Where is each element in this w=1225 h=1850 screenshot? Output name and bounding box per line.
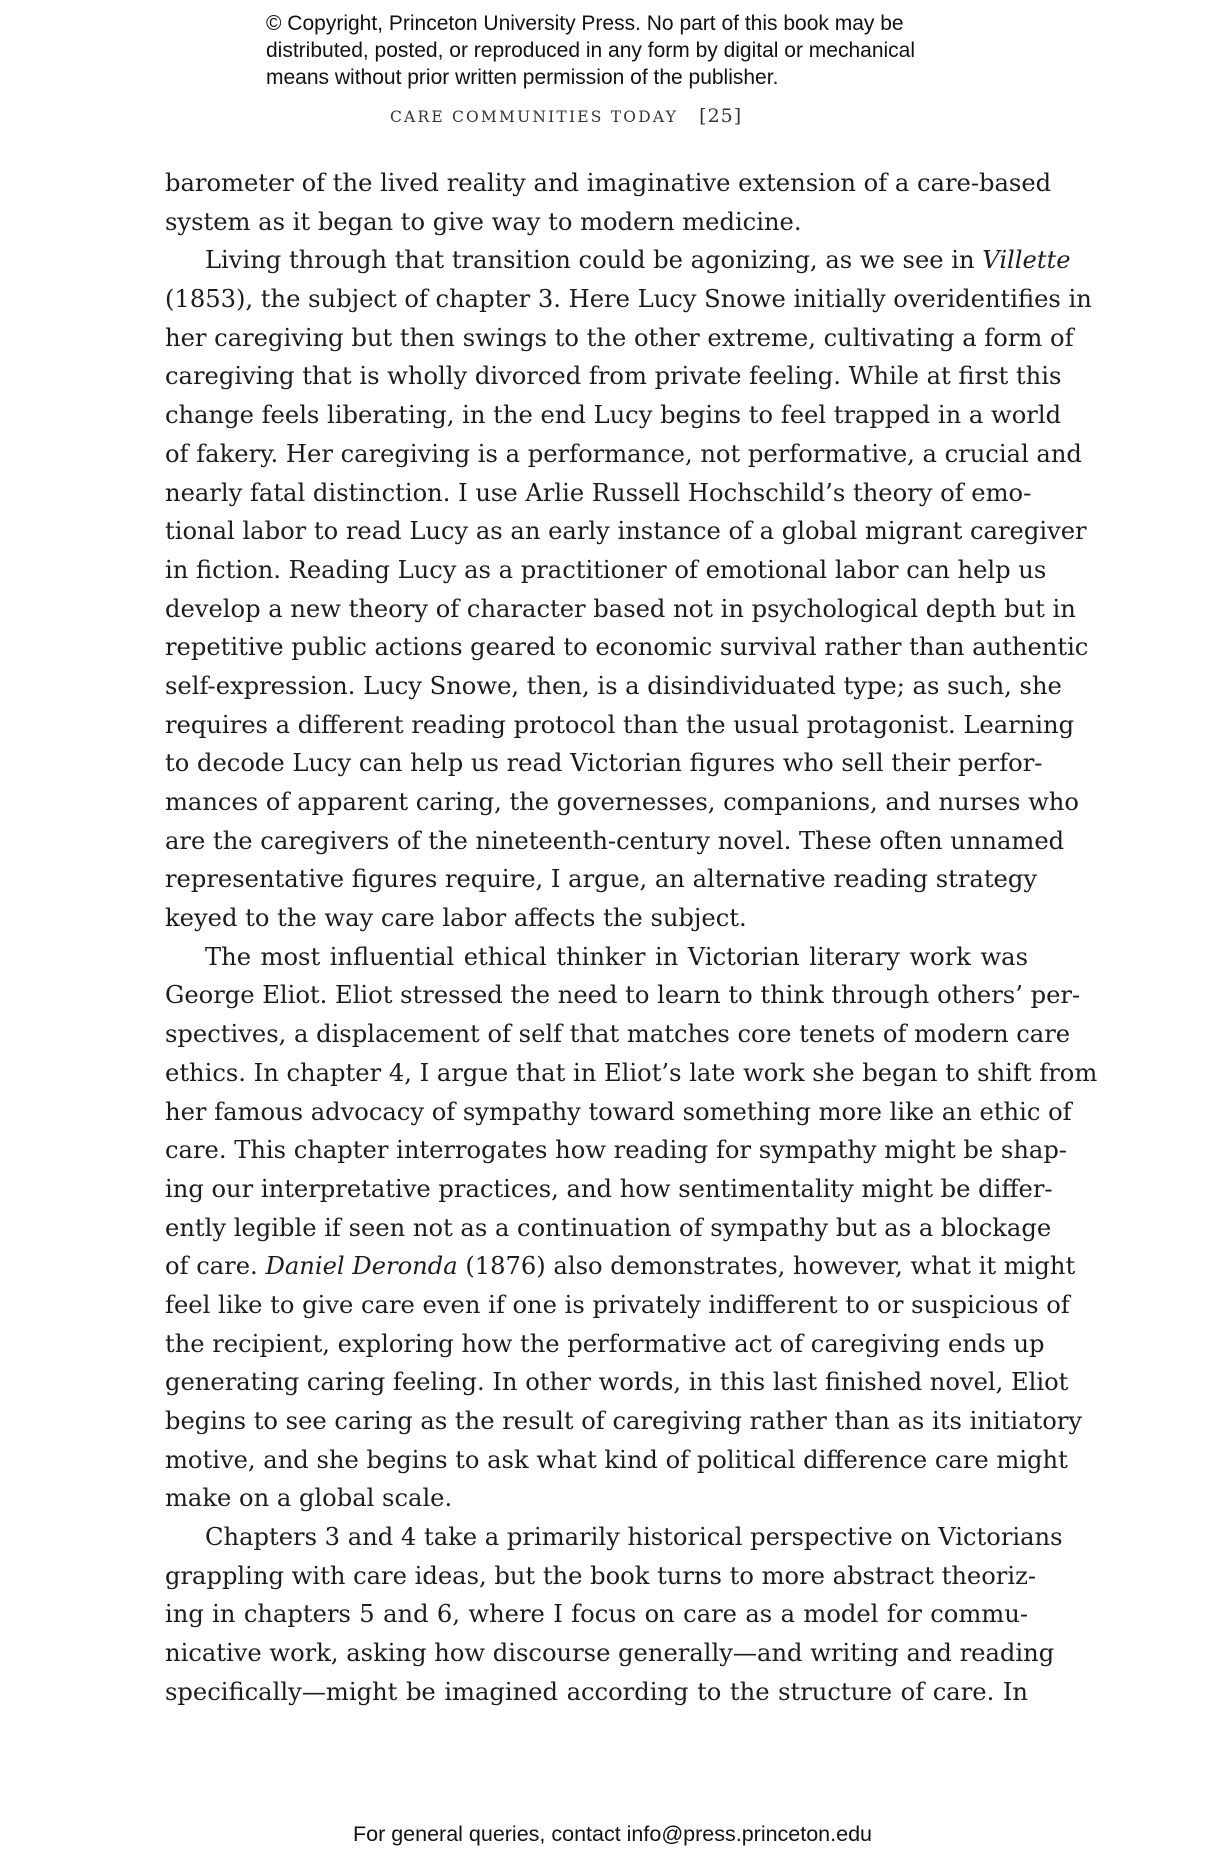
text-line: develop a new theory of character based not in psychological depth but in xyxy=(165,594,1076,623)
text-line: grappling with care ideas, but the book turns to more abstract theoriz- xyxy=(165,1561,1037,1590)
text-line: are the caregivers of the nineteenth-century novel. These often unnamed xyxy=(165,826,1065,855)
text-line: make on a global scale. xyxy=(165,1484,453,1513)
text-line: nearly fatal distinction. I use Arlie Russell Hochschild’s theory of emo- xyxy=(165,478,1032,507)
text-line: the recipient, exploring how the performative act of caregiving ends up xyxy=(165,1329,1045,1358)
text-line: caregiving that is wholly divorced from private feeling. While at first this xyxy=(165,362,1062,391)
text-line: of care. Daniel Deronda (1876) also demonstrates, however, what it might xyxy=(165,1252,1076,1281)
text-line: ing our interpretative practices, and how sentimentality might be differ- xyxy=(165,1174,1053,1203)
text-line: generating caring feeling. In other words, in this last finished novel, Eliot xyxy=(165,1368,1069,1397)
footer-contact: For general queries, contact info@press.princeton.edu xyxy=(352,1822,872,1846)
copyright-line: © Copyright, Princeton University Press. No part of this book may be xyxy=(266,12,904,35)
text-line: in fiction. Reading Lucy as a practitioner of emotional labor can help us xyxy=(165,555,1047,584)
text-line: self-expression. Lucy Snowe, then, is a disindividuated type; as such, she xyxy=(165,671,1062,700)
text-line: The most influential ethical thinker in Victorian literary work was xyxy=(205,942,1028,971)
text-line: mances of apparent caring, the governesses, companions, and nurses who xyxy=(165,788,1079,816)
text-line: her famous advocacy of sympathy toward something more like an ethic of xyxy=(165,1097,1072,1126)
text-line: nicative work, asking how discourse generally—and writing and reading xyxy=(165,1639,1055,1668)
text-line: ing in chapters 5 and 6, where I focus on care as a model for commu- xyxy=(165,1600,1028,1629)
text-line: repetitive public actions geared to economic survival rather than authentic xyxy=(165,633,1089,662)
running-head-title: CARE COMMUNITIES TODAY xyxy=(390,108,679,126)
text-line: care. This chapter interrogates how reading for sympathy might be shap- xyxy=(165,1136,1067,1165)
text-line: Living through that transition could be agonizing, as we see in Villette xyxy=(205,246,1071,275)
text-line: ently legible if seen not as a continuation of sympathy but as a blockage xyxy=(165,1213,1052,1242)
text-line: spectives, a displacement of self that matches core tenets of modern care xyxy=(165,1020,1071,1049)
page-number: [25] xyxy=(699,105,743,127)
text-line: Chapters 3 and 4 take a primarily historical perspective on Victorians xyxy=(205,1523,1063,1552)
text-line: motive, and she begins to ask what kind of political difference care might xyxy=(165,1445,1068,1474)
running-head xyxy=(390,105,810,127)
text-line: her caregiving but then swings to the other extreme, cultivating a form of xyxy=(165,323,1074,352)
body-text xyxy=(165,164,1098,1712)
text-line: specifically—might be imagined according to the structure of care. In xyxy=(165,1677,1028,1706)
text-line: of fakery. Her caregiving is a performance, not performative, a crucial and xyxy=(165,439,1082,468)
text-line: requires a different reading protocol than the usual protagonist. Learning xyxy=(165,710,1075,739)
text-line: barometer of the lived reality and imaginative extension of a care-based xyxy=(165,169,1052,197)
text-line: begins to see caring as the result of caregiving rather than as its initiatory xyxy=(165,1407,1082,1435)
work-title: Daniel Deronda xyxy=(265,1252,458,1281)
copyright-notice xyxy=(266,10,986,91)
text-line: feel like to give care even if one is privately indifferent to or suspicious of xyxy=(165,1290,1070,1319)
text-line: keyed to the way care labor affects the subject. xyxy=(165,904,747,933)
work-title: Villette xyxy=(982,246,1071,275)
text-line: (1853), the subject of chapter 3. Here Lucy Snowe initially overidentifies in xyxy=(165,285,1092,314)
text-line: representative figures require, I argue, an alternative reading strategy xyxy=(165,865,1038,894)
text-line: to decode Lucy can help us read Victorian figures who sell their perfor- xyxy=(165,749,1043,778)
text-line: system as it began to give way to modern medicine. xyxy=(165,207,802,236)
copyright-line: means without prior written permission of the publisher. xyxy=(266,66,779,89)
copyright-line: distributed, posted, or reproduced in any form by digital or mechanical xyxy=(266,39,916,62)
text-line: George Eliot. Eliot stressed the need to learn to think through others’ per- xyxy=(165,981,1081,1010)
text-line: change feels liberating, in the end Lucy begins to feel trapped in a world xyxy=(165,401,1062,430)
text-line: tional labor to read Lucy as an early instance of a global migrant caregiver xyxy=(165,517,1087,546)
text-line: ethics. In chapter 4, I argue that in Eliot’s late work she began to shift from xyxy=(165,1058,1098,1087)
